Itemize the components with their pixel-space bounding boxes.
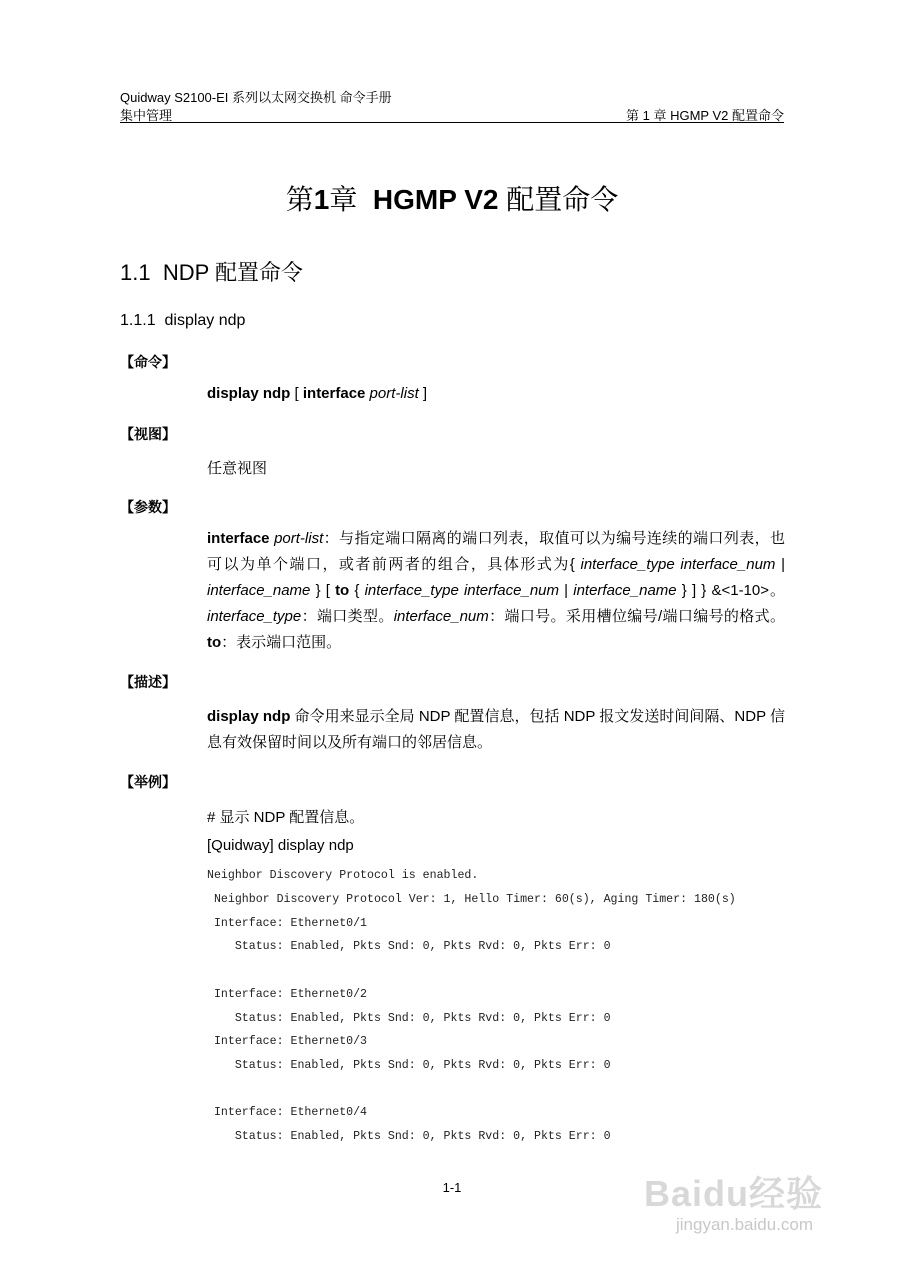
output-line: Status: Enabled, Pkts Snd: 0, Pkts Rvd: 0, Pkts Err: 0 [207,940,611,953]
output-line: Neighbor Discovery Protocol Ver: 1, Hello Timer: 60(s), Aging Timer: 180(s) [207,893,736,906]
tag-command: 【命令】 [120,354,176,370]
output-line: Interface: Ethernet0/2 [207,988,368,1001]
header-section: 集中管理 [120,108,173,123]
params-paragraph: interface port-list：与指定端口隔离的端口列表，取值可以为编号连续的端口列表，也可以为单个端口，或者前两者的组合，具体形式为{ interface_type interface_num | interface_name } [ to { interface_type interface_num | interface_name } ] } &<1-10>。interface_type：端口类型。interface_num：端口号。采用槽位编号/端口编号的格式。to：表示端口范围。 [207,530,785,651]
tag-description: 【描述】 [120,674,176,690]
header-rule [120,122,784,123]
output-line: Neighbor Discovery Protocol is enabled. [207,869,479,882]
page-number: 1-1 [442,1180,462,1195]
output-line: Status: Enabled, Pkts Snd: 0, Pkts Rvd: 0, Pkts Err: 0 [207,1059,611,1072]
section-heading: 1.1 NDP 配置命令 [120,260,303,285]
output-line: Status: Enabled, Pkts Snd: 0, Pkts Rvd: 0, Pkts Err: 0 [207,1012,611,1025]
example-comment: # 显示 NDP 配置信息。 [207,809,365,826]
watermark-brand: Baidu经验 [644,1173,824,1214]
header-chapter: 第 1 章 HGMP V2 配置命令 [626,108,784,123]
output-line: Interface: Ethernet0/3 [207,1035,368,1048]
tag-example: 【举例】 [120,774,176,790]
tag-params: 【参数】 [120,499,176,515]
subsection-heading: 1.1.1 display ndp [120,312,246,329]
header-title: Quidway S2100-EI 系列以太网交换机 命令手册 [120,90,392,105]
tag-view: 【视图】 [120,426,176,442]
description-paragraph: display ndp 命令用来显示全局 NDP 配置信息，包括 NDP 报文发送时间间隔、NDP 信息有效保留时间以及所有端口的邻居信息。 [207,708,785,751]
chapter-title: 第1章 HGMP V2 配置命令 [285,184,619,215]
command-syntax: display ndp [ interface port-list ] [207,385,428,402]
watermark-url: jingyan.baidu.com [676,1215,814,1234]
view-text: 任意视图 [207,460,268,477]
output-line: Interface: Ethernet0/4 [207,1106,368,1119]
output-line: Interface: Ethernet0/1 [207,917,368,930]
example-prompt: [Quidway] display ndp [207,837,354,854]
output-line: Status: Enabled, Pkts Snd: 0, Pkts Rvd: 0, Pkts Err: 0 [207,1130,611,1143]
